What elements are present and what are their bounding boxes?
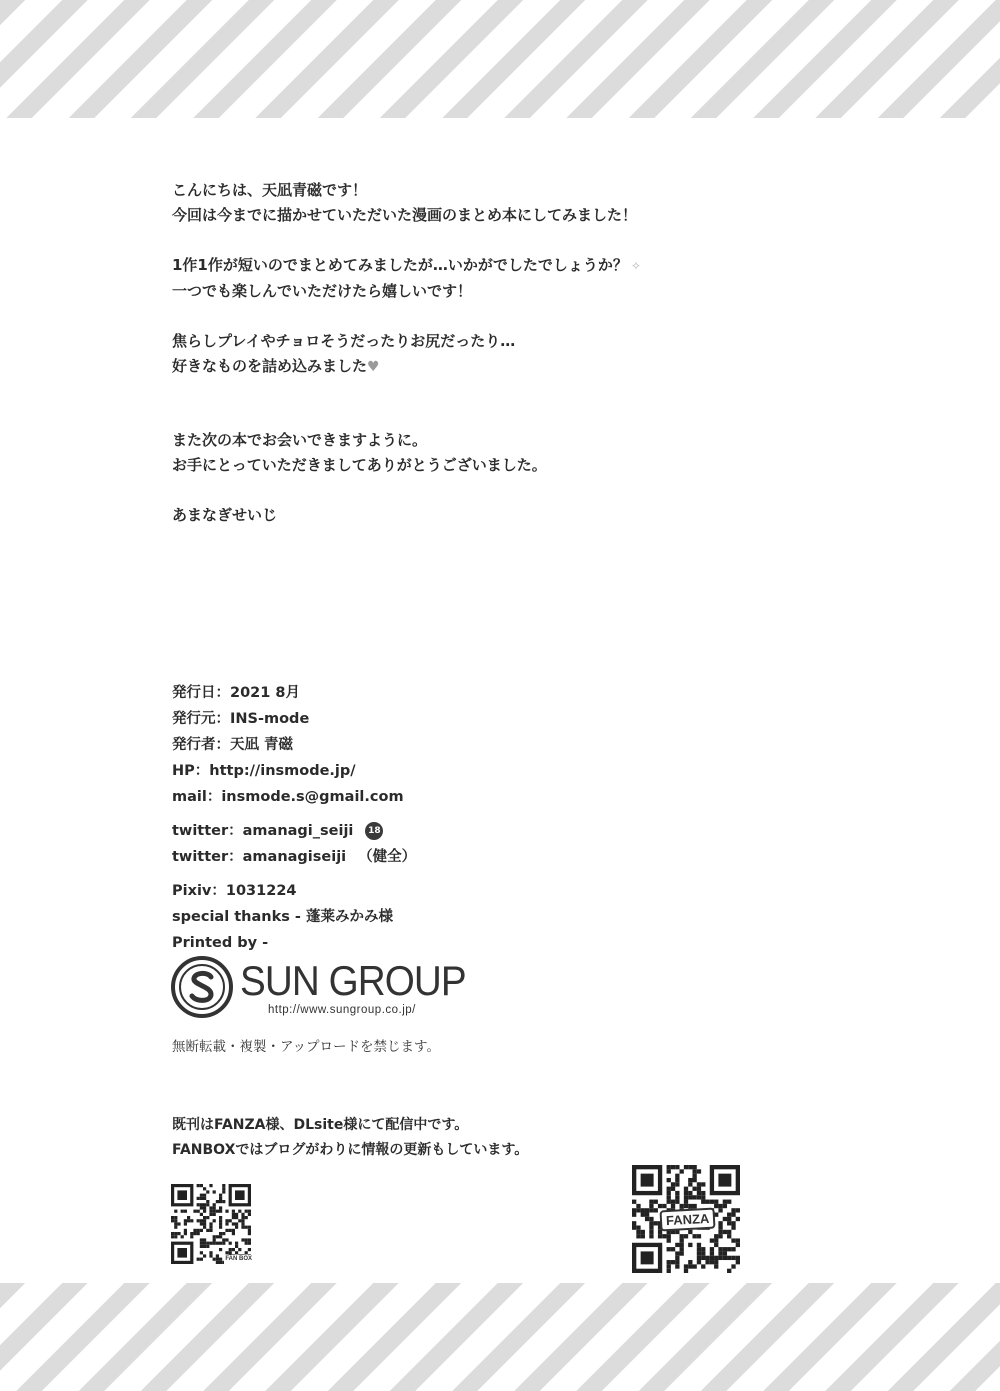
qr-code-icon [171,1184,251,1264]
fanbox-qr-code[interactable] [171,1184,251,1264]
message-line [172,253,732,279]
afterword-message [172,178,732,528]
twitter-adult [172,818,592,844]
sun-group-wordmark: SUN GROUP [240,957,466,1004]
publisher: 発行元：INS-mode [172,711,310,727]
greeting-line: こんにちは、天凪青磁です！ [172,181,368,199]
message-line: また次の本でお会いできますように。 [172,431,428,449]
twitter-general [172,844,592,870]
message-line [172,354,732,380]
fanbox-qr-label: FAN BOX [225,1256,252,1262]
bottom-stripe-border [0,1283,1000,1391]
rights-notice: 無断転載・複製・アップロードを禁じます。 [172,1039,440,1055]
homepage-link[interactable]: HP：http://insmode.jp/ [172,763,356,779]
heart-icon: ♥ [367,359,380,375]
pixiv-id[interactable]: Pixiv：1031224 [172,883,297,899]
author-signature: あまなぎせいじ [172,506,278,524]
message-text: 好きなものを詰め込みました [172,357,368,375]
fanza-qr-label: FANZA [659,1208,715,1232]
printed-by: Printed by - [172,935,269,951]
message-line: 今回は今までに描かせていただいた漫画のまとめ本にしてみました！ [172,206,638,224]
special-thanks: special thanks - 蓬莱みかみ様 [172,909,393,925]
sun-group-logo [170,955,500,1023]
fanza-qr-code[interactable] [632,1165,740,1273]
author: 発行者：天凪 青磁 [172,737,294,753]
twitter-general-note: （健全） [358,849,417,865]
twitter-adult-handle[interactable]: twitter：amanagi_seiji [172,823,354,839]
message-line: 焦らしプレイやチョロそうだったりお尻だったり… [172,332,516,350]
publish-date: 発行日：2021 8月 [172,685,300,701]
message-line: 一つでも楽しんでいただけたら嬉しいです！ [172,282,473,300]
distribution-info [172,1113,528,1163]
top-stripe-border [0,0,1000,118]
info-line: 既刊はFANZA様、DLsite様にて配信中です。 [172,1117,469,1133]
message-line: お手にとっていただきましてありがとうございました。 [172,456,547,474]
info-line: FANBOXではブログがわりに情報の更新もしています。 [172,1142,529,1158]
sun-group-url[interactable]: http://www.sungroup.co.jp/ [268,1004,416,1016]
twitter-general-handle[interactable]: twitter：amanagiseiji [172,849,347,865]
message-text: 1作1作が短いのでまとめてみましたが…いかがでしたでしょうか？ [172,256,628,274]
colophon [172,680,592,956]
email-link[interactable]: mail：insmode.s@gmail.com [172,789,404,805]
age-18-badge-icon: 18 [365,822,383,840]
sparkle-icon: ✧ [630,259,641,273]
sun-group-emblem-icon [170,955,234,1019]
